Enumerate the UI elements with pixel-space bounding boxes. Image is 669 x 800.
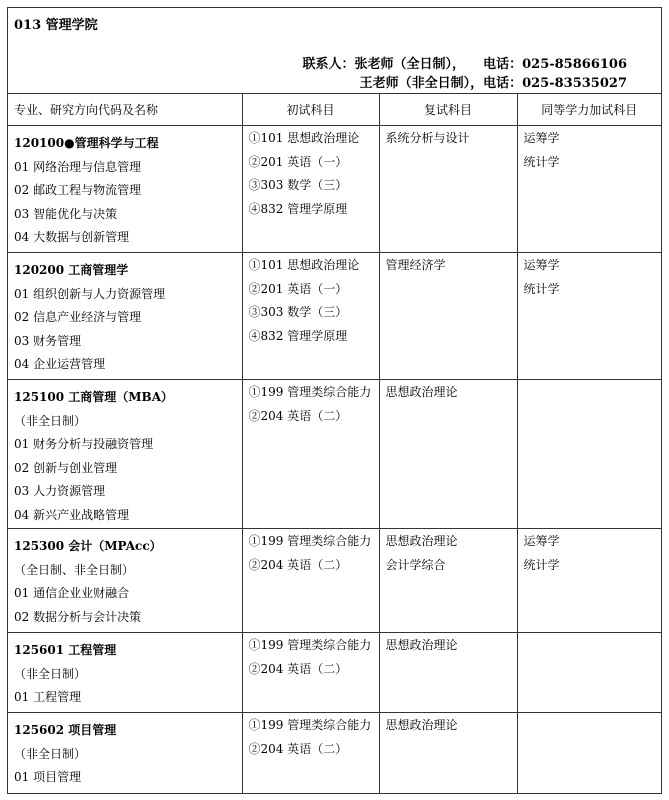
initial-subject: ④832 管理学原理 <box>248 201 348 216</box>
table-row <box>8 126 661 253</box>
initial-subject: ②201 英语（一） <box>248 281 348 296</box>
extra-subjects-cell <box>517 380 661 529</box>
initial-subject: ②204 英语（二） <box>248 741 348 756</box>
retest-subjects-cell <box>379 253 517 380</box>
initial-subject: ①199 管理类综合能力 <box>248 534 372 548</box>
initial-subjects-cell <box>242 633 379 713</box>
major-cell <box>8 380 242 529</box>
research-direction: 01 通信企业业财融合 <box>14 586 130 600</box>
retest-subject: 系统分析与设计 <box>385 131 470 145</box>
initial-subject: ③303 数学（三） <box>248 305 348 319</box>
initial-subject: ②201 英语（一） <box>248 154 348 169</box>
research-direction: 04 新兴产业战略管理 <box>14 507 130 522</box>
major-name: 125601 工程管理 <box>14 643 117 657</box>
extra-subjects-cell <box>517 713 661 793</box>
research-direction: 02 信息产业经济与管理 <box>14 310 142 324</box>
extra-subject: 统计学 <box>523 557 560 572</box>
major-name: 125300 会计（MPAcc） <box>14 539 162 553</box>
initial-subject: ②204 英语（二） <box>248 557 348 572</box>
extra-subject: 运筹学 <box>523 131 560 145</box>
initial-subjects-cell <box>242 253 379 380</box>
study-mode-note: （全日制、非全日制） <box>14 562 135 577</box>
extra-subjects-cell <box>517 633 661 713</box>
initial-subject: ①101 思想政治理论 <box>248 258 360 272</box>
school-header <box>8 8 661 94</box>
research-direction: 03 财务管理 <box>14 333 82 348</box>
study-mode-note: （非全日制） <box>14 413 87 428</box>
initial-subjects-cell <box>242 380 379 529</box>
table-row <box>8 529 661 633</box>
research-direction: 01 工程管理 <box>14 690 82 704</box>
subjects-table <box>8 94 661 793</box>
initial-subject: ②204 英语（二） <box>248 408 348 423</box>
major-cell <box>8 633 242 713</box>
admission-table-document <box>7 7 662 794</box>
retest-subject: 管理经济学 <box>385 258 446 272</box>
extra-subject: 运筹学 <box>523 534 560 548</box>
contact-line: 联系人：张老师（全日制）， 电话：025-85866106 <box>302 57 627 72</box>
column-header: 初试科目 <box>242 94 379 126</box>
initial-subject: ①101 思想政治理论 <box>248 131 360 145</box>
contact-line: 王老师（非全日制），电话：025-83535027 <box>359 76 627 91</box>
initial-subject: ①199 管理类综合能力 <box>248 638 372 652</box>
research-direction: 01 财务分析与投融资管理 <box>14 437 154 451</box>
initial-subjects-cell <box>242 713 379 793</box>
research-direction: 01 项目管理 <box>14 770 82 784</box>
extra-subjects-cell <box>517 253 661 380</box>
major-cell <box>8 126 242 253</box>
extra-subjects-cell <box>517 529 661 633</box>
retest-subject: 思想政治理论 <box>385 385 458 399</box>
major-name: 120200 工商管理学 <box>14 263 129 277</box>
column-header: 专业、研究方向代码及名称 <box>8 94 242 126</box>
research-direction: 03 人力资源管理 <box>14 484 106 498</box>
major-cell <box>8 253 242 380</box>
initial-subject: ②204 英语（二） <box>248 661 348 676</box>
retest-subject: 思想政治理论 <box>385 638 458 652</box>
research-direction: 03 智能优化与决策 <box>14 206 118 221</box>
initial-subject: ④832 管理学原理 <box>248 328 348 343</box>
retest-subjects-cell <box>379 380 517 529</box>
retest-subject: 思想政治理论 <box>385 718 458 732</box>
retest-subject: 思想政治理论 <box>385 534 458 548</box>
retest-subject: 会计学综合 <box>385 557 446 572</box>
column-header: 复试科目 <box>379 94 517 126</box>
study-mode-note: （非全日制） <box>14 666 87 681</box>
retest-subjects-cell <box>379 633 517 713</box>
contact-info <box>303 55 628 93</box>
extra-subject: 统计学 <box>523 154 560 169</box>
extra-subjects-cell <box>517 126 661 253</box>
extra-subject: 运筹学 <box>523 258 560 272</box>
extra-subject: 统计学 <box>523 281 560 296</box>
table-row <box>8 380 661 529</box>
major-cell <box>8 713 242 793</box>
major-name: 125602 项目管理 <box>14 723 117 737</box>
table-header-row <box>8 94 661 126</box>
initial-subjects-cell <box>242 126 379 253</box>
research-direction: 01 网络治理与信息管理 <box>14 159 142 174</box>
research-direction: 02 创新与创业管理 <box>14 460 118 475</box>
major-name: 125100 工商管理（MBA） <box>14 390 174 404</box>
research-direction: 02 邮政工程与物流管理 <box>14 183 142 197</box>
retest-subjects-cell <box>379 713 517 793</box>
major-name: 120100●管理科学与工程 <box>14 136 159 150</box>
initial-subject: ①199 管理类综合能力 <box>248 718 372 732</box>
table-row <box>8 713 661 793</box>
table-row <box>8 633 661 713</box>
research-direction: 04 大数据与创新管理 <box>14 230 130 244</box>
table-row <box>8 253 661 380</box>
study-mode-note: （非全日制） <box>14 746 87 761</box>
initial-subject: ③303 数学（三） <box>248 178 348 192</box>
retest-subjects-cell <box>379 529 517 633</box>
retest-subjects-cell <box>379 126 517 253</box>
column-header: 同等学力加试科目 <box>517 94 661 126</box>
initial-subjects-cell <box>242 529 379 633</box>
major-cell <box>8 529 242 633</box>
research-direction: 02 数据分析与会计决策 <box>14 609 142 624</box>
research-direction: 04 企业运营管理 <box>14 357 106 371</box>
initial-subject: ①199 管理类综合能力 <box>248 385 372 399</box>
research-direction: 01 组织创新与人力资源管理 <box>14 286 166 301</box>
school-title: 013 管理学院 <box>14 18 98 33</box>
